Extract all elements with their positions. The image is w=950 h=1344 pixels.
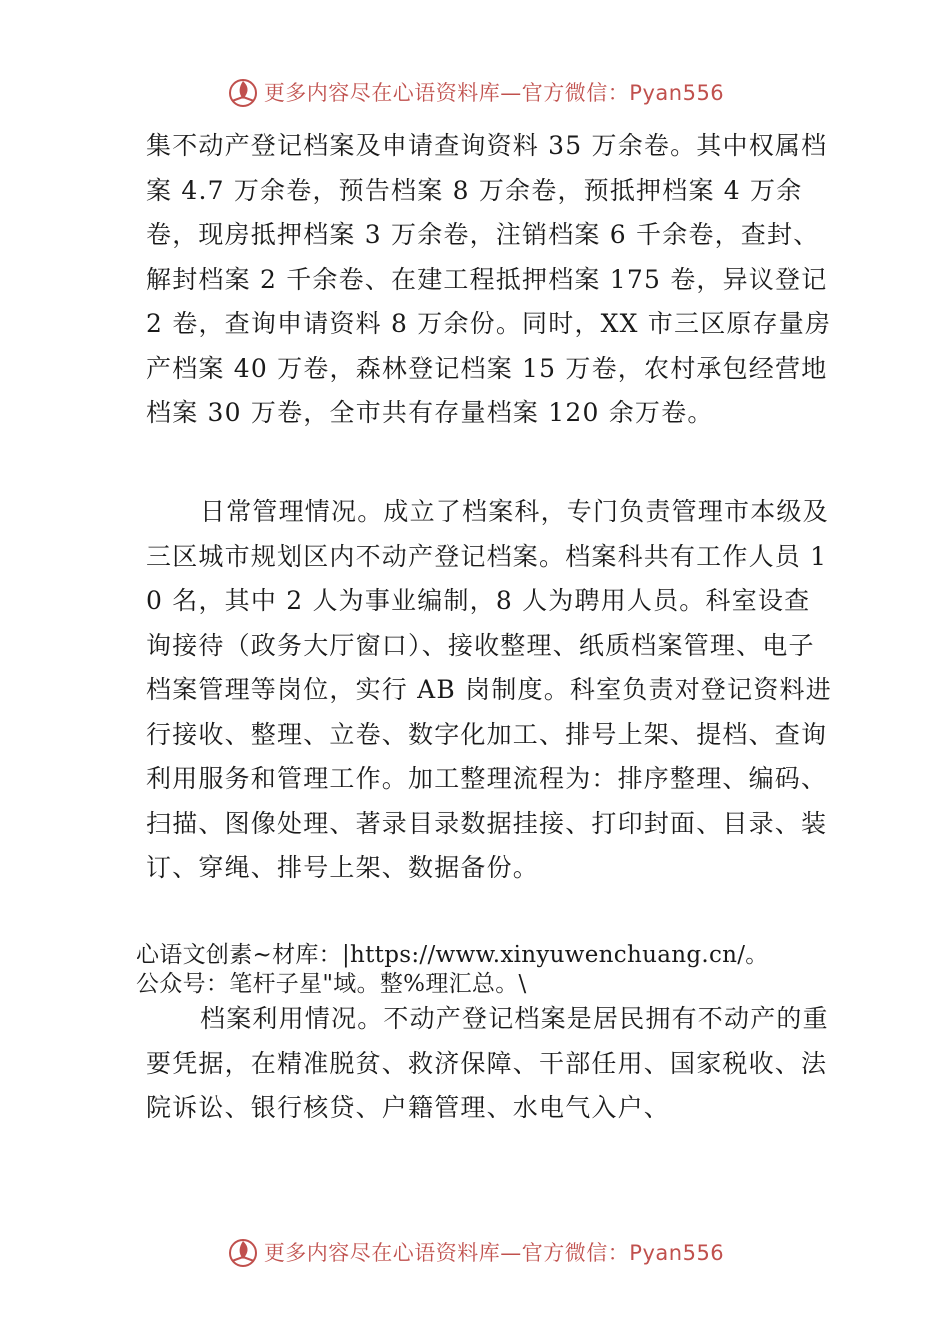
watermark-line-account: 公众号：笔杆子星"域。整%理汇总。\ <box>136 971 527 997</box>
flame-book-logo-icon <box>226 75 260 109</box>
paragraph-archive-stats: 集不动产登记档案及申请查询资料 35 万余卷。其中权属档案 4.7 万余卷，预告档案 8 万余卷，预抵押档案 4 万余卷，现房抵押档案 3 万余卷，注销档案 6 千余卷，查封、解封档案 2 千余卷、在建工程抵押档案 175 卷，异议登记 2 卷，查询申请资料 8 万余份。同时，XX 市三区原存量房产档案 40 万卷，森林登记档案 15 万卷，农村承包经营地档案 30 万卷，全市共有存量档案 120 余万卷。 <box>146 131 832 427</box>
header-banner-text: 更多内容尽在心语资料库—官方微信：Pyan556 <box>263 81 725 105</box>
flame-book-logo-icon <box>226 1235 260 1269</box>
footer-banner-text: 更多内容尽在心语资料库—官方微信：Pyan556 <box>263 1241 725 1265</box>
watermark-line-website: 心语文创素~材库：|https://www.xinyuwenchuang.cn/。 <box>136 942 769 968</box>
header-banner <box>0 72 950 112</box>
footer-banner <box>0 1232 950 1272</box>
paragraph-archive-usage: 档案利用情况。不动产登记档案是居民拥有不动产的重要凭据，在精准脱贫、救济保障、干部任用、国家税收、法院诉讼、银行核贷、户籍管理、水电气入户、 <box>146 1004 829 1122</box>
paragraph-daily-management: 日常管理情况。成立了档案科，专门负责管理市本级及三区城市规划区内不动产登记档案。档案科共有工作人员 10 名，其中 2 人为事业编制，8 人为聘用人员。科室设查询接待（政务大厅窗口）、接收整理、纸质档案管理、电子档案管理等岗位，实行 AB 岗制度。科室负责对登记资料进行接收、整理、立卷、数字化加工、排号上架、提档、查询利用服务和管理工作。加工整理流程为：排序整理、编码、扫描、图像处理、著录目录数据挂接、打印封面、目录、装订、穿绳、排号上架、数据备份。 <box>146 497 832 882</box>
